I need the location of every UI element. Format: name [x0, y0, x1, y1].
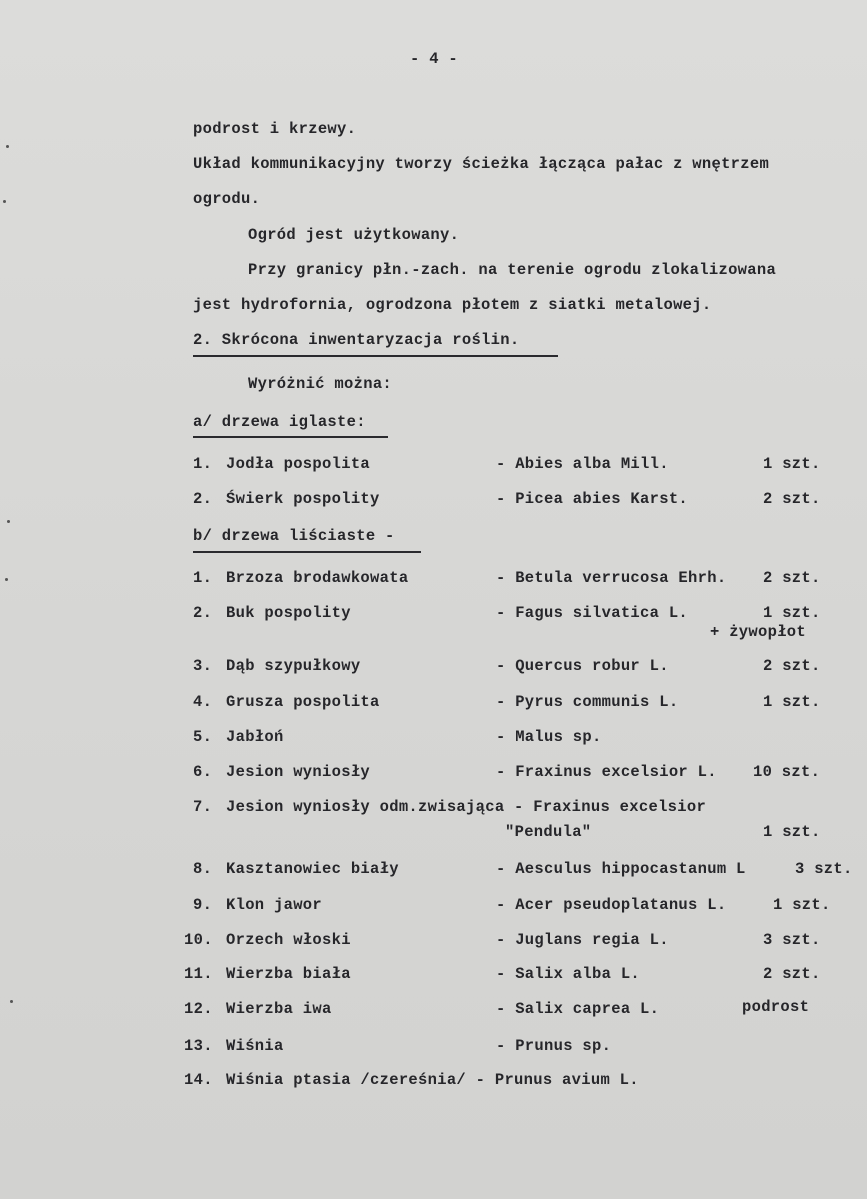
- item-name: Jesion wyniosły: [226, 763, 371, 781]
- item-quantity: 2 szt.: [763, 657, 821, 675]
- item-latin: - Prunus sp.: [496, 1037, 612, 1055]
- paragraph-line: podrost i krzewy.: [193, 120, 357, 138]
- scan-speck: [7, 520, 10, 523]
- item-quantity: 1 szt.: [763, 823, 821, 841]
- paragraph-line: Przy granicy płn.-zach. na terenie ogrodu zlokalizowana: [248, 261, 777, 279]
- item-latin: - Quercus robur L.: [496, 657, 669, 675]
- item-number: 8.: [193, 860, 213, 878]
- paragraph-line: ogrodu.: [193, 190, 261, 208]
- item-latin: - Salix alba L.: [496, 965, 641, 983]
- item-name: Kasztanowiec biały: [226, 860, 399, 878]
- item-number: 1.: [193, 569, 213, 587]
- group-heading-underline: [193, 551, 421, 553]
- item-number: 13.: [184, 1037, 213, 1055]
- item-number: 4.: [193, 693, 213, 711]
- item-latin: - Malus sp.: [496, 728, 602, 746]
- group-heading-underline: [193, 436, 388, 438]
- item-name: Wiśnia ptasia /czereśnia/ - Prunus avium L.: [226, 1071, 639, 1089]
- item-name: Jabłoń: [226, 728, 284, 746]
- item-latin: - Pyrus communis L.: [496, 693, 679, 711]
- item-number: 6.: [193, 763, 213, 781]
- item-name: Jesion wyniosły odm.zwisająca - Fraxinus excelsior: [226, 798, 707, 816]
- item-quantity: 2 szt.: [763, 965, 821, 983]
- page-number: - 4 -: [410, 50, 459, 68]
- item-name: Orzech włoski: [226, 931, 351, 949]
- item-number: 1.: [193, 455, 213, 473]
- item-name: Wierzba biała: [226, 965, 351, 983]
- item-latin: "Pendula": [505, 823, 592, 841]
- item-latin: - Juglans regia L.: [496, 931, 669, 949]
- item-number: 12.: [184, 1000, 213, 1018]
- group-heading: a/ drzewa iglaste:: [193, 413, 366, 431]
- scan-speck: [10, 1000, 13, 1003]
- item-number: 2.: [193, 604, 213, 622]
- item-name: Świerk pospolity: [226, 490, 380, 508]
- scan-speck: [6, 145, 9, 148]
- item-name: Wiśnia: [226, 1037, 284, 1055]
- scan-speck: [3, 200, 6, 203]
- item-name: Brzoza brodawkowata: [226, 569, 409, 587]
- item-latin: - Fagus silvatica L.: [496, 604, 689, 622]
- item-quantity: 3 szt.: [763, 931, 821, 949]
- item-number: 11.: [184, 965, 213, 983]
- item-name: Wierzba iwa: [226, 1000, 332, 1018]
- item-quantity: podrost: [742, 998, 810, 1016]
- item-number: 9.: [193, 896, 213, 914]
- item-name: Buk pospolity: [226, 604, 351, 622]
- heading-underline: [193, 355, 558, 357]
- item-number: 14.: [184, 1071, 213, 1089]
- paragraph-line: Ogród jest użytkowany.: [248, 226, 460, 244]
- group-heading: b/ drzewa liściaste -: [193, 527, 395, 545]
- item-latin: - Picea abies Karst.: [496, 490, 689, 508]
- item-latin: - Fraxinus excelsior L.: [496, 763, 717, 781]
- item-quantity: 1 szt.: [763, 604, 821, 622]
- item-name: Jodła pospolita: [226, 455, 371, 473]
- item-latin: - Salix caprea L.: [496, 1000, 660, 1018]
- item-number: 5.: [193, 728, 213, 746]
- item-name: Dąb szypułkowy: [226, 657, 361, 675]
- paragraph-line: jest hydrofornia, ogrodzona płotem z siatki metalowej.: [193, 296, 712, 314]
- item-quantity: 1 szt.: [763, 693, 821, 711]
- item-note: + żywopłot: [710, 623, 807, 641]
- item-quantity: 3 szt.: [795, 860, 853, 878]
- intro-line: Wyróżnić można:: [248, 375, 393, 393]
- item-name: Klon jawor: [226, 896, 323, 914]
- item-quantity: 1 szt.: [763, 455, 821, 473]
- item-number: 3.: [193, 657, 213, 675]
- item-quantity: 10 szt.: [753, 763, 821, 781]
- item-number: 10.: [184, 931, 213, 949]
- item-number: 2.: [193, 490, 213, 508]
- item-number: 7.: [193, 798, 213, 816]
- item-quantity: 1 szt.: [773, 896, 831, 914]
- item-latin: - Acer pseudoplatanus L.: [496, 896, 727, 914]
- item-latin: - Abies alba Mill.: [496, 455, 669, 473]
- paragraph-line: Układ kommunikacyjny tworzy ścieżka łącząca pałac z wnętrzem: [193, 155, 770, 173]
- item-latin: - Aesculus hippocastanum L: [496, 860, 746, 878]
- item-quantity: 2 szt.: [763, 490, 821, 508]
- item-name: Grusza pospolita: [226, 693, 380, 711]
- section-heading: 2. Skrócona inwentaryzacja roślin.: [193, 331, 520, 349]
- scan-speck: [5, 578, 8, 581]
- item-latin: - Betula verrucosa Ehrh.: [496, 569, 727, 587]
- item-quantity: 2 szt.: [763, 569, 821, 587]
